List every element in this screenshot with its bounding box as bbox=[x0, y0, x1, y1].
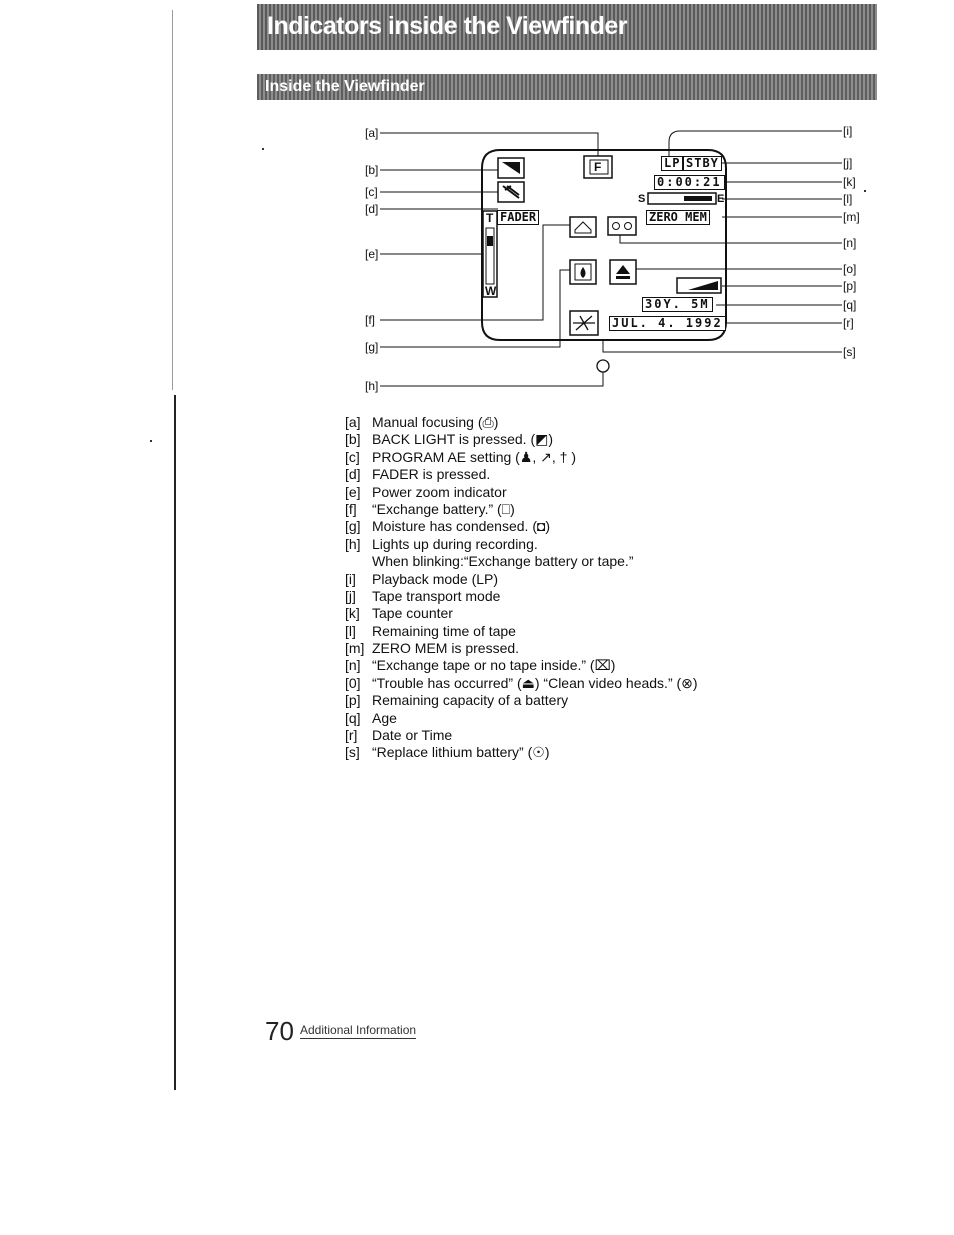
leader-h bbox=[380, 372, 603, 386]
legend-item bbox=[345, 553, 765, 570]
callout-k: [k] bbox=[843, 175, 856, 189]
legend-key: [j] bbox=[345, 587, 356, 604]
legend-text: “Exchange tape or no tape inside.” (⌧) bbox=[372, 657, 616, 674]
legend-text: Playback mode (LP) bbox=[372, 570, 499, 587]
callout-s: [s] bbox=[843, 345, 856, 359]
leader-a bbox=[380, 133, 598, 158]
binding-line-thick bbox=[174, 395, 176, 1090]
callout-b: [b] bbox=[365, 163, 379, 177]
legend-text: Manual focusing (⎙) bbox=[372, 414, 499, 430]
callout-r: [r] bbox=[843, 316, 854, 330]
viewfinder-diagram bbox=[0, 0, 954, 400]
tape-counter: 0:00:21 bbox=[654, 175, 725, 190]
legend-key: [h] bbox=[345, 535, 361, 552]
exchange-battery-icon bbox=[570, 217, 596, 237]
callout-a: [a] bbox=[365, 126, 379, 140]
legend-item bbox=[345, 710, 765, 727]
manual-focus-icon-label: F bbox=[594, 160, 602, 174]
legend-text: Remaining capacity of a battery bbox=[372, 692, 569, 709]
legend-text: PROGRAM AE setting (♟, ↗, † ) bbox=[372, 448, 576, 465]
date-display: JUL. 4. 1992 bbox=[609, 316, 726, 331]
callout-e: [e] bbox=[365, 247, 379, 261]
age-display: 30Y. 5M bbox=[642, 297, 713, 312]
legend-item bbox=[345, 675, 765, 692]
legend-key: [r] bbox=[345, 727, 358, 744]
leader-g bbox=[380, 270, 570, 347]
legend-item bbox=[345, 657, 765, 674]
callout-n: [n] bbox=[843, 236, 857, 250]
legend-text: Tape counter bbox=[372, 605, 453, 622]
legend-item bbox=[345, 588, 765, 605]
legend-key: [p] bbox=[345, 692, 361, 709]
legend-item bbox=[345, 744, 765, 761]
recording-lamp-icon bbox=[597, 360, 609, 372]
legend-text: “Trouble has occurred” (⏏) “Clean video heads.” (⊗) bbox=[372, 674, 698, 691]
legend-text: When blinking:“Exchange battery or tape.” bbox=[372, 553, 634, 570]
viewfinder-diagram-lines bbox=[0, 0, 954, 400]
legend-text: FADER is pressed. bbox=[372, 466, 491, 483]
legend-item bbox=[345, 449, 765, 466]
stby-indicator: STBY bbox=[683, 156, 722, 171]
page-number: 70 bbox=[265, 1016, 294, 1046]
legend-key: [f] bbox=[345, 500, 357, 517]
legend-item bbox=[345, 605, 765, 622]
legend-item bbox=[345, 692, 765, 709]
legend-text: Power zoom indicator bbox=[372, 483, 507, 500]
legend-key: [s] bbox=[345, 744, 360, 761]
legend-item bbox=[345, 571, 765, 588]
legend-item bbox=[345, 640, 765, 657]
speck bbox=[150, 440, 152, 442]
legend-key: [a] bbox=[345, 414, 361, 430]
lp-indicator: LP bbox=[661, 156, 683, 171]
legend-item bbox=[345, 484, 765, 501]
legend-key: [k] bbox=[345, 605, 360, 622]
legend-key: [c] bbox=[345, 448, 360, 465]
legend-key: [l] bbox=[345, 622, 356, 639]
legend-item bbox=[345, 623, 765, 640]
legend-text: Date or Time bbox=[372, 727, 453, 744]
legend-item bbox=[345, 518, 765, 535]
leader-s bbox=[603, 340, 842, 352]
tape-end-label: E bbox=[717, 193, 725, 205]
legend-item bbox=[345, 431, 765, 448]
legend-key: [0] bbox=[345, 674, 361, 691]
tape-start-label: S bbox=[638, 193, 646, 205]
legend-text: Age bbox=[372, 709, 397, 726]
callout-q: [q] bbox=[843, 298, 857, 312]
speck bbox=[262, 148, 264, 150]
page-title: Indicators inside the Viewfinder bbox=[267, 12, 628, 40]
indicator-legend bbox=[345, 414, 765, 762]
legend-item bbox=[345, 536, 765, 553]
legend-key: [m] bbox=[345, 640, 365, 657]
legend-key: [n] bbox=[345, 657, 361, 674]
callout-o: [o] bbox=[843, 262, 857, 276]
legend-key: [d] bbox=[345, 466, 361, 483]
fader-indicator: FADER bbox=[497, 210, 539, 225]
legend-item bbox=[345, 466, 765, 483]
callout-i: [i] bbox=[843, 124, 853, 138]
callout-d: [d] bbox=[365, 202, 379, 216]
callout-m: [m] bbox=[843, 210, 860, 224]
legend-text: ZERO MEM is pressed. bbox=[372, 640, 520, 657]
callout-p: [p] bbox=[843, 279, 857, 293]
legend-text: Moisture has condensed. (◘) bbox=[372, 518, 551, 535]
leader-f bbox=[380, 225, 570, 320]
legend-text: Lights up during recording. bbox=[372, 535, 538, 552]
zero-mem-indicator: ZERO MEM bbox=[646, 210, 710, 225]
legend-item bbox=[345, 727, 765, 744]
leader-n bbox=[620, 232, 842, 243]
legend-item bbox=[345, 501, 765, 518]
legend-text: Remaining time of tape bbox=[372, 622, 516, 639]
callout-f: [f] bbox=[365, 313, 376, 327]
legend-key: [e] bbox=[345, 483, 361, 500]
speck bbox=[864, 190, 866, 192]
legend-key: [g] bbox=[345, 518, 361, 535]
callout-l: [l] bbox=[843, 192, 853, 206]
legend-key: [i] bbox=[345, 570, 356, 587]
footer-section: Additional Information bbox=[300, 1023, 417, 1037]
callout-h: [h] bbox=[365, 379, 379, 393]
legend-text: Tape transport mode bbox=[372, 587, 501, 604]
callout-j: [j] bbox=[843, 156, 853, 170]
zoom-wide-label: W bbox=[485, 284, 497, 298]
callout-g: [g] bbox=[365, 340, 379, 354]
callout-c: [c] bbox=[365, 185, 378, 199]
legend-text: BACK LIGHT is pressed. (◩) bbox=[372, 431, 554, 448]
legend-key: [b] bbox=[345, 431, 361, 448]
legend-item bbox=[345, 414, 765, 431]
leader-i bbox=[669, 131, 842, 157]
section-title: Inside the Viewfinder bbox=[265, 78, 425, 95]
zoom-tele-label: T bbox=[486, 211, 494, 225]
legend-text: “Exchange battery.” (⎕) bbox=[372, 500, 515, 517]
legend-text: “Replace lithium battery” (☉) bbox=[372, 744, 550, 761]
legend-key: [q] bbox=[345, 709, 361, 726]
